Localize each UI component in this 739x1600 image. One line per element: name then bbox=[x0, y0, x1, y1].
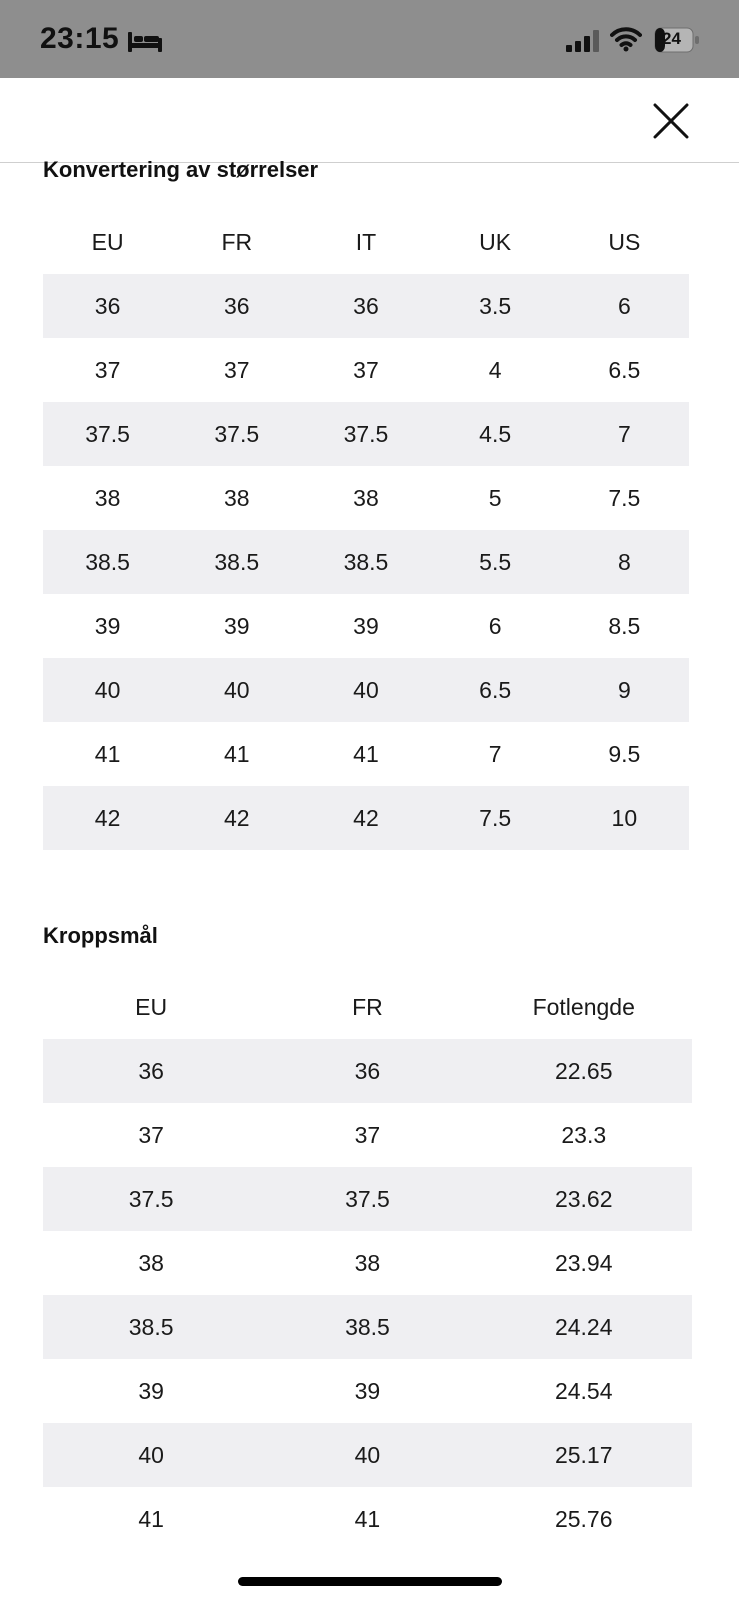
table-header-row bbox=[43, 975, 692, 1039]
close-icon[interactable] bbox=[652, 102, 690, 140]
table-row bbox=[43, 338, 689, 402]
table-cell: 40 bbox=[138, 1441, 164, 1468]
table-header-row bbox=[43, 210, 689, 274]
table-cell: 38 bbox=[353, 484, 379, 511]
table-cell: 38.5 bbox=[345, 1313, 390, 1340]
table-row bbox=[43, 1423, 692, 1487]
table-cell: 41 bbox=[138, 1505, 164, 1532]
battery-level: 24 bbox=[662, 29, 681, 48]
table-cell: 37 bbox=[353, 356, 379, 383]
table-row bbox=[43, 402, 689, 466]
table-cell: 6.5 bbox=[608, 356, 641, 383]
table-cell: 24.24 bbox=[554, 1313, 613, 1340]
sheet-header bbox=[0, 78, 739, 163]
home-indicator[interactable] bbox=[238, 1577, 502, 1586]
column-header: FR bbox=[352, 993, 383, 1020]
table-cell: 7.5 bbox=[479, 804, 512, 831]
table-row bbox=[43, 466, 689, 530]
table-cell: 42 bbox=[353, 804, 379, 831]
table-row bbox=[43, 594, 689, 658]
table-row bbox=[43, 1295, 692, 1359]
table-cell: 38.5 bbox=[85, 548, 130, 575]
table-cell: 37.5 bbox=[343, 420, 389, 447]
table-cell: 39 bbox=[223, 612, 250, 639]
table-row bbox=[43, 274, 689, 338]
table-cell: 38.5 bbox=[343, 548, 389, 575]
table-cell: 39 bbox=[94, 612, 121, 639]
table-cell: 41 bbox=[223, 740, 250, 767]
table-row bbox=[43, 1487, 692, 1551]
table-cell: 10 bbox=[611, 804, 638, 831]
table-cell: 23.94 bbox=[554, 1249, 613, 1276]
table-cell: 36 bbox=[353, 292, 379, 319]
table-cell: 38 bbox=[94, 484, 121, 511]
column-header: US bbox=[608, 228, 641, 255]
table-cell: 8.5 bbox=[608, 612, 641, 639]
table-cell: 38 bbox=[354, 1249, 381, 1276]
table-cell: 36 bbox=[223, 292, 250, 319]
table-cell: 37 bbox=[223, 356, 250, 383]
table-cell: 40 bbox=[353, 676, 379, 703]
body-measurements-table bbox=[43, 975, 692, 1551]
table-cell: 38 bbox=[138, 1249, 164, 1276]
column-header: Fotlengde bbox=[532, 993, 635, 1020]
table-row bbox=[43, 1039, 692, 1103]
table-cell: 37 bbox=[138, 1121, 164, 1148]
column-header: EU bbox=[135, 993, 168, 1020]
table-cell: 25.17 bbox=[554, 1441, 613, 1468]
table-row bbox=[43, 1359, 692, 1423]
table-cell: 37 bbox=[94, 356, 121, 383]
table-cell: 6 bbox=[617, 292, 631, 319]
table-cell: 42 bbox=[223, 804, 250, 831]
table-cell: 3.5 bbox=[479, 292, 512, 319]
table-cell: 9 bbox=[617, 676, 631, 703]
table-cell: 39 bbox=[353, 612, 379, 639]
table-row bbox=[43, 1231, 692, 1295]
table-cell: 23.3 bbox=[561, 1121, 607, 1148]
column-header: EU bbox=[91, 228, 124, 255]
table-cell: 5 bbox=[488, 484, 502, 511]
conversion-title: Konvertering av størrelser bbox=[43, 157, 319, 182]
table-cell: 6 bbox=[488, 612, 502, 639]
table-row bbox=[43, 1167, 692, 1231]
table-cell: 37.5 bbox=[345, 1185, 390, 1212]
table-cell: 38.5 bbox=[128, 1313, 174, 1340]
table-cell: 9.5 bbox=[608, 740, 641, 767]
table-cell: 8 bbox=[617, 548, 631, 575]
table-cell: 41 bbox=[94, 740, 121, 767]
table-cell: 39 bbox=[138, 1377, 164, 1404]
table-cell: 40 bbox=[354, 1441, 381, 1468]
table-cell: 37.5 bbox=[128, 1185, 174, 1212]
table-cell: 25.76 bbox=[554, 1505, 613, 1532]
status-bar bbox=[0, 0, 739, 78]
table-cell: 5.5 bbox=[479, 548, 512, 575]
table-cell: 42 bbox=[94, 804, 121, 831]
table-cell: 40 bbox=[94, 676, 121, 703]
bed-icon bbox=[128, 30, 162, 52]
table-cell: 7.5 bbox=[608, 484, 641, 511]
table-row bbox=[43, 722, 689, 786]
table-cell: 7 bbox=[488, 740, 502, 767]
table-row bbox=[43, 530, 689, 594]
table-cell: 24.54 bbox=[554, 1377, 613, 1404]
table-cell: 37 bbox=[354, 1121, 381, 1148]
table-cell: 6.5 bbox=[479, 676, 512, 703]
table-cell: 38.5 bbox=[214, 548, 260, 575]
table-cell: 4 bbox=[488, 356, 502, 383]
table-cell: 37.5 bbox=[214, 420, 260, 447]
table-cell: 41 bbox=[354, 1505, 381, 1532]
column-header: UK bbox=[479, 228, 512, 255]
table-row bbox=[43, 658, 689, 722]
table-row bbox=[43, 786, 689, 850]
table-cell: 37.5 bbox=[85, 420, 130, 447]
table-cell: 22.65 bbox=[554, 1057, 613, 1084]
conversion-table bbox=[43, 210, 689, 850]
column-header: IT bbox=[355, 228, 377, 255]
status-time: 23:15 bbox=[40, 22, 120, 55]
table-cell: 7 bbox=[617, 420, 631, 447]
table-cell: 36 bbox=[354, 1057, 381, 1084]
wifi-icon bbox=[610, 26, 642, 52]
table-cell: 41 bbox=[353, 740, 379, 767]
table-row bbox=[43, 1103, 692, 1167]
table-cell: 4.5 bbox=[479, 420, 512, 447]
table-cell: 36 bbox=[138, 1057, 164, 1084]
signal-icon bbox=[566, 30, 600, 52]
table-cell: 40 bbox=[223, 676, 250, 703]
table-cell: 36 bbox=[94, 292, 121, 319]
column-header: FR bbox=[221, 228, 253, 255]
body-measurements-title: Kroppsmål bbox=[43, 923, 158, 948]
table-cell: 39 bbox=[354, 1377, 381, 1404]
table-cell: 38 bbox=[223, 484, 250, 511]
table-cell: 23.62 bbox=[554, 1185, 613, 1212]
